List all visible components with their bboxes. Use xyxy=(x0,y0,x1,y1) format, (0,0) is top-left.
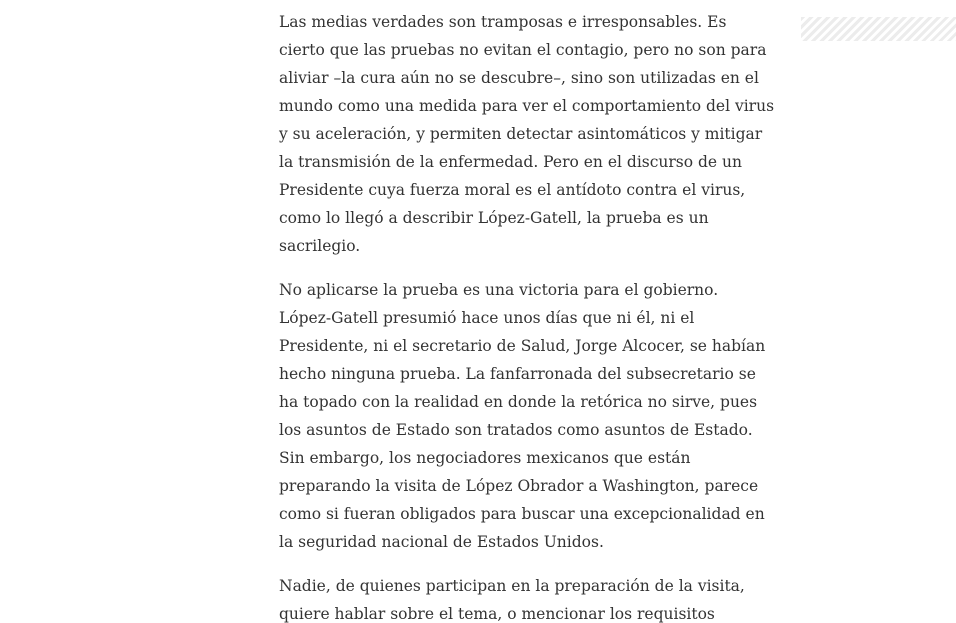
article-paragraph: No aplicarse la prueba es una victoria para el gobierno. López-Gatell presumió hace unos días que ni él, ni el Presidente, ni el secretario de Salud, Jorge Alcocer, se habían hecho ninguna prueba. La fanfarronada del subsecretario se ha topado con la realidad en donde la retórica no sirve, pues los asuntos de Estado son tratados como asuntos de Estado. Sin embargo, los negociadores mexicanos que están preparando la visita de López Obrador a Washington, parece como si fueran obligados para buscar una excepcionalidad en la seguridad nacional de Estados Unidos. xyxy=(279,281,766,551)
article-paragraph: Las medias verdades son tramposas e irresponsables. Es cierto que las pruebas no evitan el contagio, pero no son para aliviar –la cura aún no se descubre–, sino son utilizadas en el mundo como una medida para ver el comportamiento del virus y su aceleración, y permiten detectar asintomáticos y mitigar la transmisión de la enfermedad. Pero en el discurso de un Presidente cuya fuerza moral es el antídoto contra el virus, como lo llegó a describir López-Gatell, la prueba es un sacrilegio. xyxy=(279,13,775,255)
ad-placeholder xyxy=(801,17,956,41)
article-paragraph: Nadie, de quienes participan en la preparación de la visita, quiere hablar sobre el tema, o mencionar los requisitos xyxy=(279,577,745,623)
article-body xyxy=(279,8,775,623)
